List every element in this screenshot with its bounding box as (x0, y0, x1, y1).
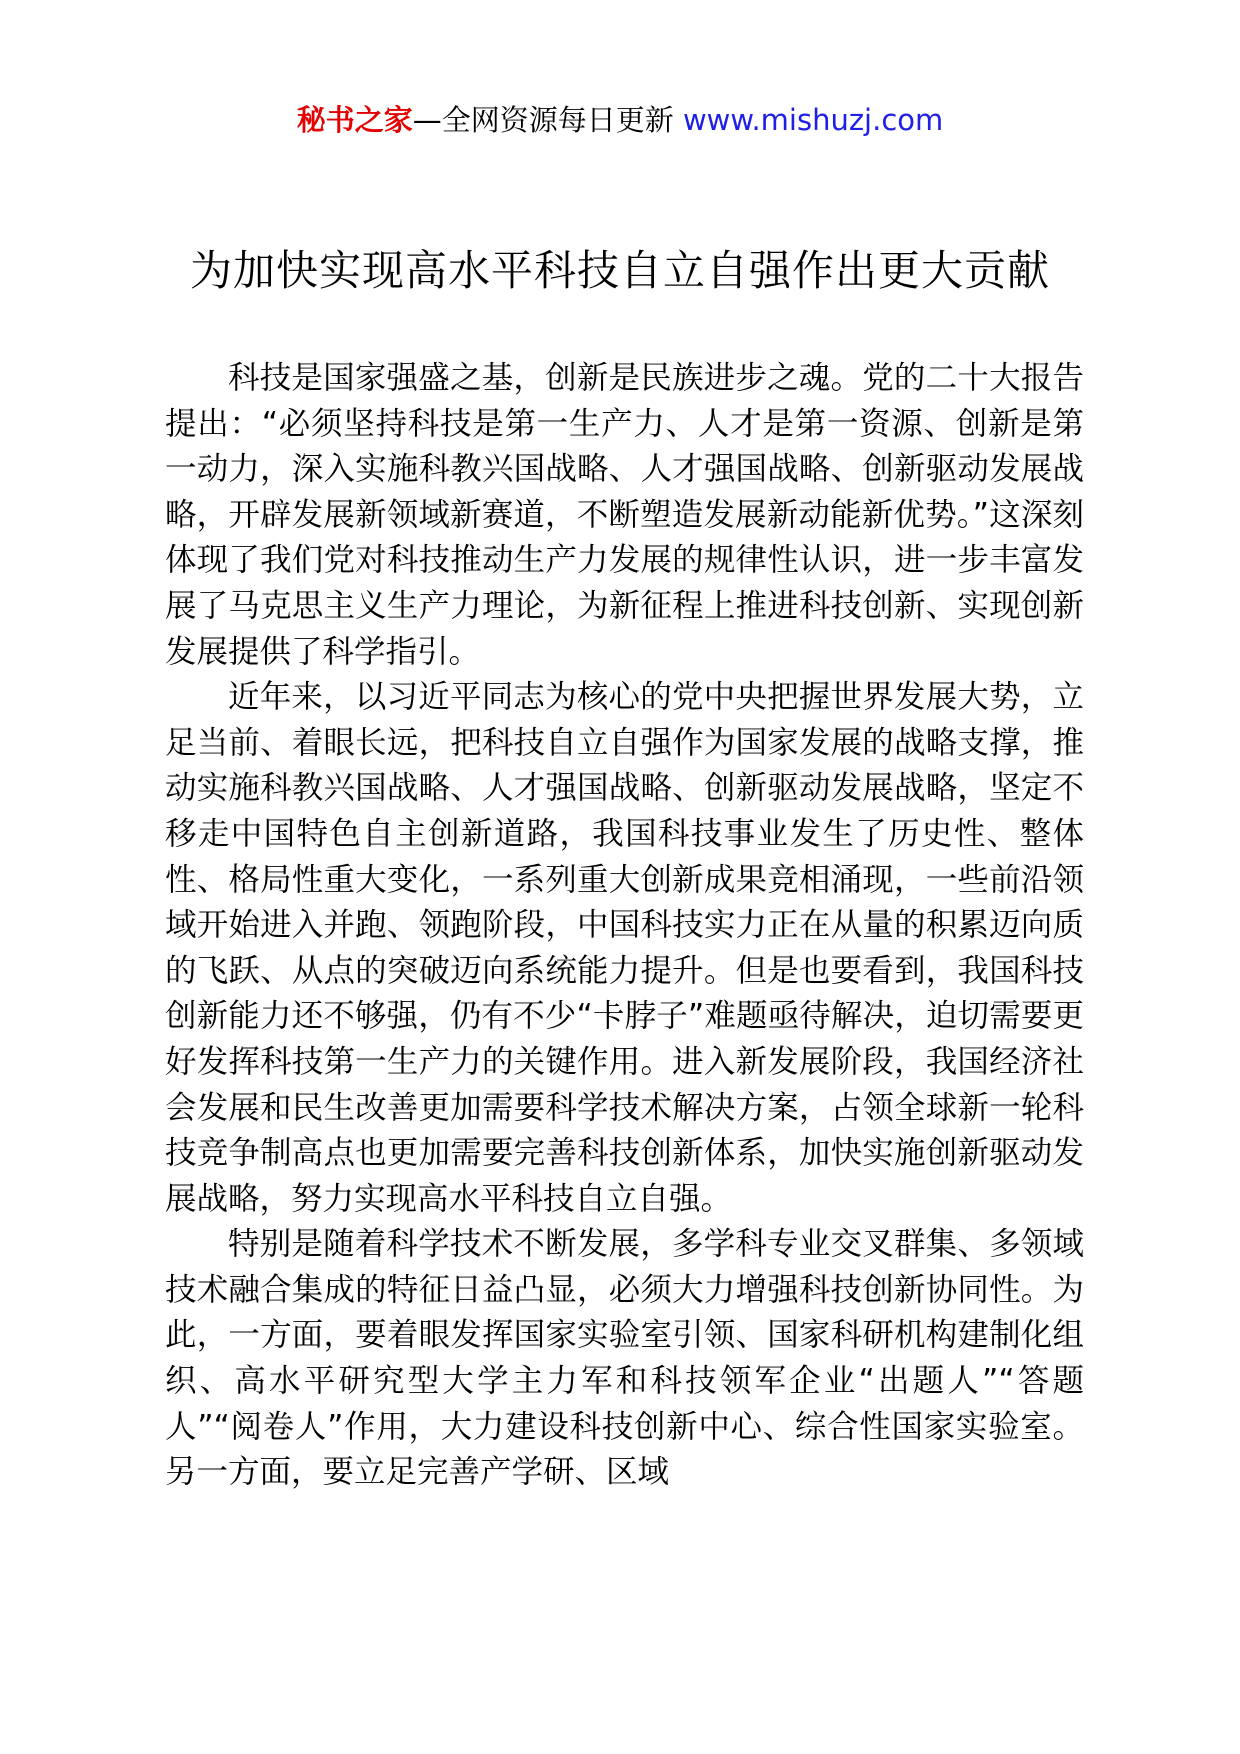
document-title: 为加快实现高水平科技自立自强作出更大贡献 (189, 246, 1050, 295)
site-header (0, 100, 1240, 140)
site-brand: 秘书之家 (296, 103, 413, 137)
site-tagline: —全网资源每日更新 (412, 103, 683, 137)
document-body (165, 356, 1084, 1496)
body-paragraph: 近年来，以习近平同志为核心的党中央把握世界发展大势，立足当前、着眼长远，把科技自立自强作为国家发展的战略支撑，推动实施科教兴国战略、人才强国战略、创新驱动发展战略，坚定不移走中国特色自主创新道路，我国科技事业发生了历史性、整体性、格局性重大变化，一系列重大创新成果竞相涌现，一些前沿领域开始进入并跑、领跑阶段，中国科技实力正在从量的积累迈向质的飞跃、从点的突破迈向系统能力提升。但是也要看到，我国科技创新能力还不够强，仍有不少“卡脖子”难题亟待解决，迫切需要更好发挥科技第一生产力的关键作用。进入新发展阶段，我国经济社会发展和民生改善更加需要科学技术解决方案，占领全球新一轮科技竞争制高点也更加需要完善科技创新体系，加快实施创新驱动发展战略，努力实现高水平科技自立自强。 (165, 679, 1084, 1217)
body-paragraph: 特别是随着科学技术不断发展，多学科专业交叉群集、多领域技术融合集成的特征日益凸显，必须大力增强科技创新协同性。为此，一方面，要着眼发挥国家实验室引领、国家科研机构建制化组织、高水平研究型大学主力军和科技领军企业“出题人”“答题人”“阅卷人”作用，大力建设科技创新中心、综合性国家实验室。另一方面，要立足完善产学研、区域 (165, 1226, 1084, 1491)
body-paragraph: 科技是国家强盛之基，创新是民族进步之魂。党的二十大报告提出：“必须坚持科技是第一生产力、人才是第一资源、创新是第一动力，深入实施科教兴国战略、人才强国战略、创新驱动发展战略，开辟发展新领域新赛道，不断塑造发展新动能新优势。”这深刻体现了我们党对科技推动生产力发展的规律性认识，进一步丰富发展了马克思主义生产力理论，为新征程上推进科技创新、实现创新发展提供了科学指引。 (165, 360, 1084, 670)
site-url-link[interactable]: www.mishuzj.com (682, 103, 944, 137)
